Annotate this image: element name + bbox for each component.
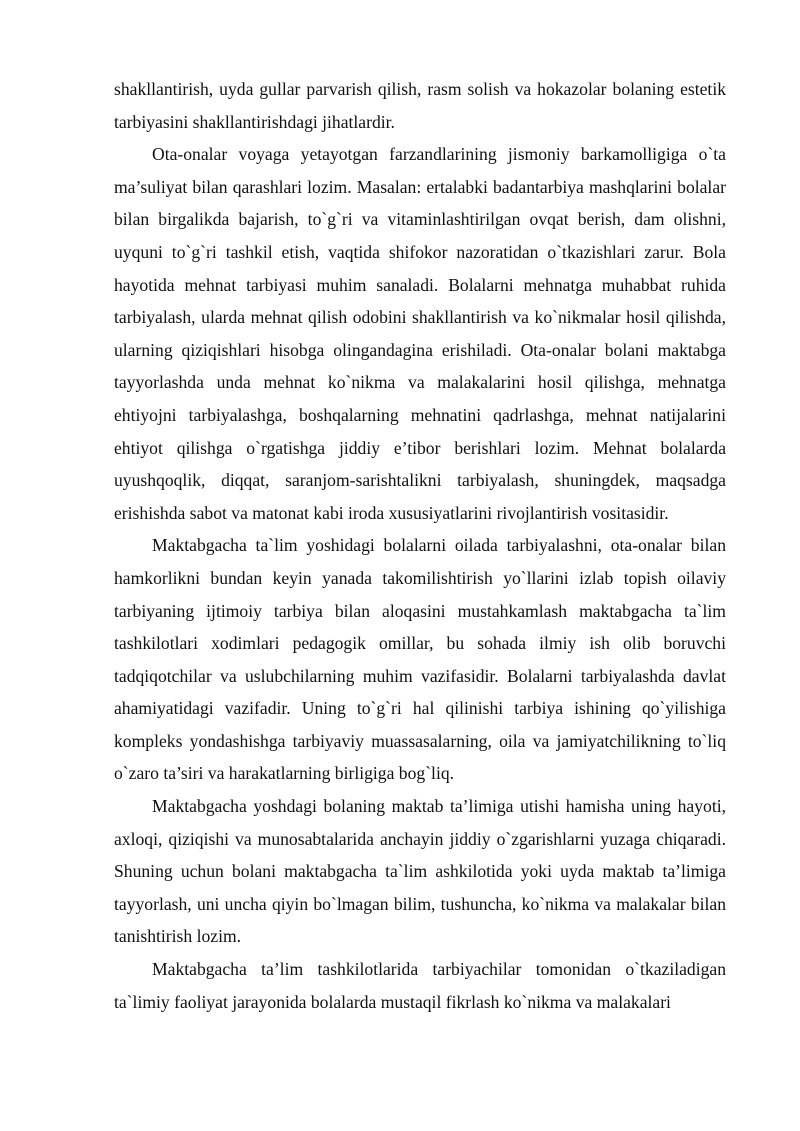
paragraph-family-cooperation: Maktabgacha ta`lim yoshidagi bolalarni oilada tarbiyalashni, ota-onalar bilan hamkorlikni bundan keyin yanada takomilishtirish yo`llarini izlab topish oilaviy tarbiyaning ijtimoiy tarbiya bilan aloqasini mustahkamlash maktabgacha ta`lim tashkilotlari xodimlari pedagogik omillar, bu sohada ilmiy ish olib boruvchi tadqiqotchilar va uslubchilarning muhim vazifasidir. Bolalarni tarbiyalashda davlat ahamiyatidagi vazifadir. Uning to`g`ri hal qilinishi tarbiya ishining qo`yilishiga kompleks yondashishga tarbiyaviy muassasalarning, oila va jamiyatchilikning to`liq o`zaro ta’siri va harakatlarning birligiga bog`liq.: [114, 535, 726, 784]
paragraph-school-transition: Maktabgacha yoshdagi bolaning maktab ta’limiga utishi hamisha uning hayoti, axloqi, qiziqishi va munosabtalarida anchayin jiddiy o`zgarishlarni yuzaga chiqaradi. Shuning uchun bolani maktabgacha ta`lim ashkilotida yoki uyda maktab ta’limiga tayyorlash, uni uncha qiyin bo`lmagan bilim, tushuncha, ko`nikma va malakalar bilan tanishtirish lozim.: [114, 796, 726, 947]
paragraph-educational-activity: Maktabgacha ta’lim tashkilotlarida tarbiyachilar tomonidan o`tkaziladigan ta`limiy faoliyat jarayonida bolalarda mustaqil fikrlash ko`nikma va malakalari: [114, 959, 726, 1012]
paragraph-continuation: shakllantirish, uyda gullar parvarish qilish, rasm solish va hokazolar bolaning estetik tarbiyasini shakllantirishdagi jihatlardir.: [114, 79, 726, 132]
paragraph-physical-labor-upbringing: Ota-onalar voyaga yetayotgan farzandlarining jismoniy barkamolligiga o`ta ma’suliyat bilan qarashlari lozim. Masalan: ertalabki badantarbiya mashqlarini bolalar bilan birgalikda bajarish, to`g`ri va vitaminlashtirilgan ovqat berish, dam olishni, uyquni to`g`ri tashkil etish, vaqtida shifokor nazoratidan o`tkazishlari zarur. Bola hayotida mehnat tarbiyasi muhim sanaladi. Bolalarni mehnatga muhabbat ruhida tarbiyalash, ularda mehnat qilish odobini shakllantirish va ko`nikmalar hosil qilishda, ularning qiziqishlari hisobga olingandagina erishiladi. Ota-onalar bolani maktabga tayyorlashda unda mehnat ko`nikma va malakalarini hosil qilishga, mehnatga ehtiyojni tarbiyalashga, boshqalarning mehnatini qadrlashga, mehnat natijalarini ehtiyot qilishga o`rgatishga jiddiy e’tibor berishlari lozim. Mehnat bolalarda uyushqoqlik, diqqat, saranjom-sarishtalikni tarbiyalash, shuningdek, maqsadga erishishda sabot va matonat kabi iroda xususiyatlarini rivojlantirish vositasidir.: [114, 144, 726, 523]
body-text: [114, 73, 726, 1018]
